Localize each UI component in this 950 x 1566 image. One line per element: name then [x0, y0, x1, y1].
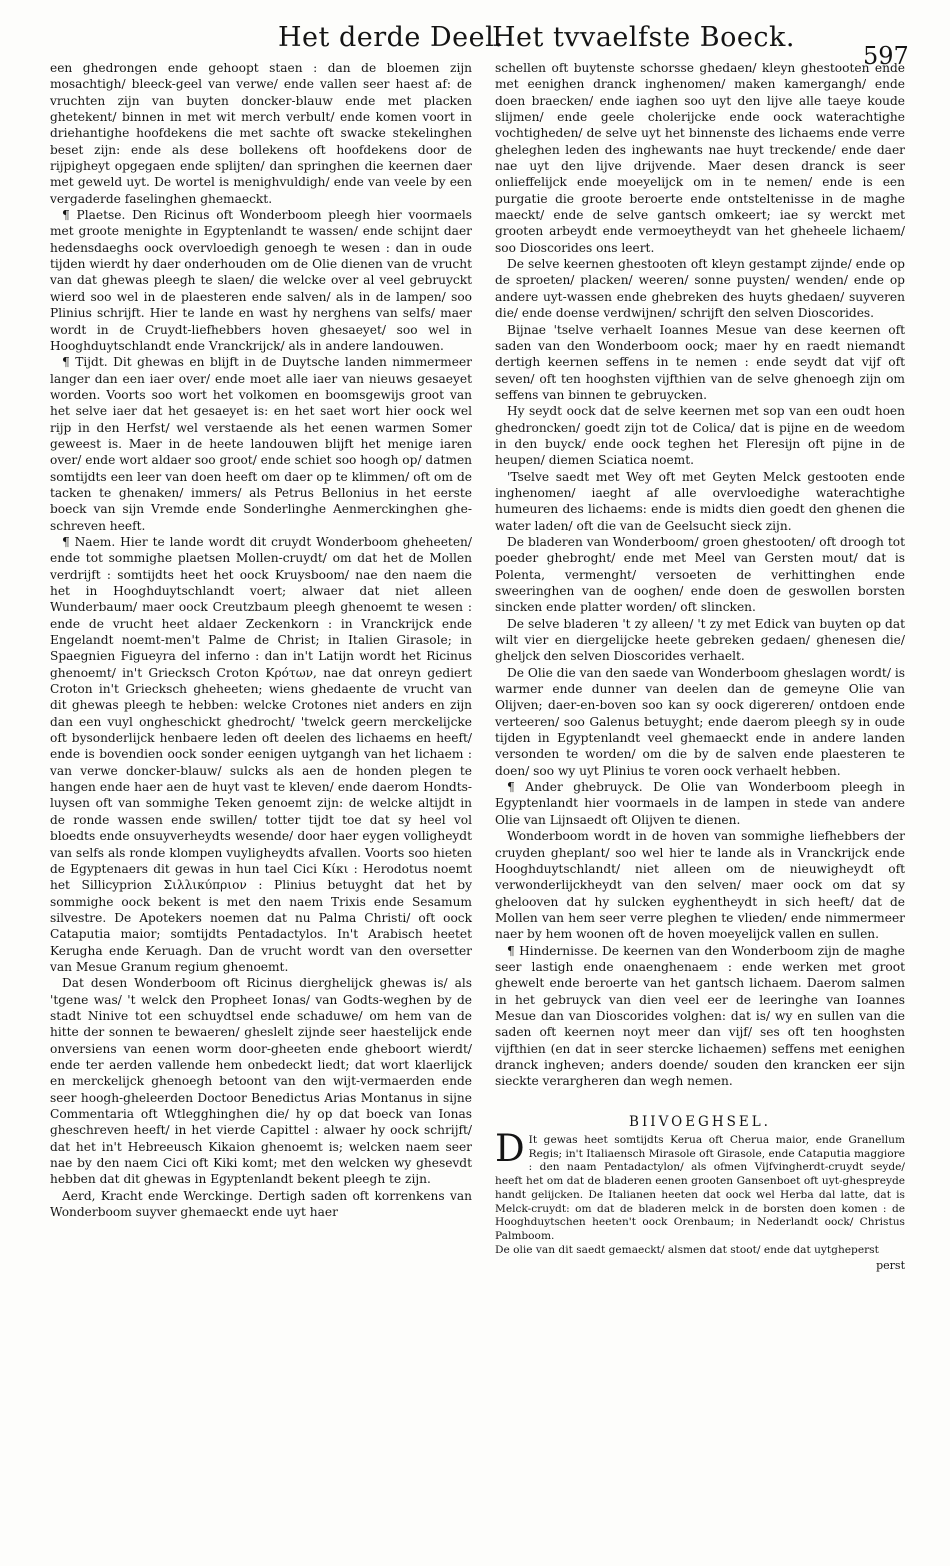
- paragraph-plaetse: ¶ Plaetse. Den Ricinus oft Wonderboom pleegh hier voormaels met groote menighte in Egyptenlandt te wassen/ ende schijnt daer hedensdaeghs oock overvloedigh genoegh te wesen : dan in oude tijden wierdt hy daer onderhouden om de Olie dienen van de vrucht van dat ghewas pleegh te slaen/ die welcke over al veel gebruyckt wierd soo wel in de plaesteren ende salven/ als in de lampen/ soo Plinius schrijft. Hier te lande en wast hy nerghens van selfs/ maer wordt in de Cruydt-liefhebbers hoven ghesaeyet/ soo wel in Hooghduytschlandt ende Vranckrijck/ als in andere landouwen.: [50, 208, 472, 353]
- part-title: Het derde Deel.: [278, 22, 504, 53]
- drop-cap: D: [495, 1127, 525, 1170]
- paragraph-hindernisse: ¶ Hindernisse. De keernen van den Wonderboom zijn de maghe seer lastigh ende onaenghenaem : ende werken met groot ghewelt ende beroerte van het gantsch lichaem. Daerom salmen in het gebruyck van dien veel eer de leeringhe van Ioannes Mesue dan van Dioscorides volghen: dat is/ wy en sullen van die saden oft keernen noyt meer dan vijf/ ses oft ten hooghsten vijfthien (en dat in seer stercke lichaemen) seffens met eenighen dranck ingheven; anders doende/ souden den krancken eer sijn sieckte verargheren dan wegh nemen.: [495, 943, 905, 1089]
- book-title: Het tvvaelfste Boeck.: [492, 22, 795, 53]
- paragraph-ander-ghebruyck: ¶ Ander ghebruyck. De Olie van Wonderboom pleegh in Egyptenlandt hier voormaels in de lampen in stede van andere Olie van Lijnsaedt oft Olijven te dienen.: [495, 780, 905, 827]
- paragraph: De selve keernen ghestooten oft kleyn gestampt zijnde/ ende op de sproeten/ placken/ weeren/ sonne puysten/ wenden/ ende op andere uyt-wassen ende ghebreken des huyts ghedaen/ suyveren die/ ende doense verdwijnen/ schrijft den selven Dioscorides.: [495, 257, 905, 321]
- addendum-last-line: De olie van dit saedt gemaeckt/ alsmen dat stoot/ ende dat uytgheperst: [495, 1243, 879, 1256]
- running-head: [0, 20, 950, 70]
- paragraph-tijdt: ¶ Tijdt. Dit ghewas en blijft in de Duytsche landen nimmermeer langer dan een iaer over/ ende moet alle iaer van nieuws gesaeyet worden. Voorts soo wort het volkomen en boomsgewijs groot van het selve iaer dat het gesaeyet is: en het saet wort hier oock wel rijp in den Herfst/ wel verstaende als het eenen warmen Somer geweest is. Maer in de heete landouwen blijft het menige iaren over/ ende wort aldaer soo groot/ ende schiet soo hoogh op/ datmen somtijdts een leer van doen heeft om daer op te klimmen/ oft om de tacken te ghenaken/ immers/ als Petrus Bellonius in het eerste boeck van sijn Vremde ende Sonderlinghe Aenmerckinghen gheschreven heeft.: [50, 355, 473, 533]
- paragraph: 'Tselve saedt met Wey oft met Geyten Melck gestooten ende inghenomen/ iaeght af alle overvloedighe waterachtighe humeuren des lichaems: ende is midts dien goedt den ghenen die water laden/ oft die van de Geelsucht sieck zijn.: [495, 469, 905, 533]
- paragraph: Dat desen Wonderboom oft Ricinus dierghelijck ghewas is/ als 'tgene was/ 't welck den Propheet Ionas/ van Godts-weghen by de stadt Ninive tot een schuydtsel ende schaduwe/ om hem van de hitte der sonnen te bewaeren/ gheslelt zijnde seer haestelijck ende onversiens van eenen worm door-gheeten ende gheboort wierdt/ ende ter aerden vallende hem onbedeckt liedt; dat wort klaerlijck en merckelijck ghenoegh betoont van den wijt-vermaerden ende seer hoogh-gheleerden Doctoor Benedictus Arias Montanus in sijne Commentaria oft Wtlegghinghen die/ hy op dat boeck van Ionas gheschreven heeft/ in het vierde Capittel : alwaer hy oock schrijft/ dat het in't Hebreeusch Kikaion ghenoemt is; welcken naem seer nae by den naem Cici oft Kiki komt; met den welcken wy ghesevdt hebben dat dit ghewas in Egyptenlandt bekent pleegh te zijn.: [50, 976, 472, 1187]
- addendum-text: It gewas heet somtijdts Kerua oft Cherua maior, ende Granellum Regis; in't Italiaensch Mirasole oft Girasole, ende Cataputia maggiore : den naam Pentadactylon/ als ofmen Vijfvingherdt-cruydt seyde/ heeft het om dat de bladeren eenen grooten Gansenboet oft uyt-ghespreyde handt gelijcken. De Italianen heeten dat oock wel Herba dal latte, dat is Melck-cruydt: om dat de bladeren melck in de borsten doen komen : de Hooghduytschen heeten't oock Orenbaum; in Nederlandt oock/ Christus Palmboom.: [495, 1134, 905, 1242]
- paragraph: De selve bladeren 't zy alleen/ 't zy met Edick van buyten op dat wilt vier en diergelijcke heete gebreken gedaen/ ghenesen die/ gheljck den selven Dioscorides verhaelt.: [495, 616, 905, 664]
- paragraph: Wonderboom wordt in de hoven van sommighe liefhebbers der cruyden gheplant/ soo wel hier te lande als in Vranckrijck ende Hooghduytschlandt/ niet alleen om de nieuwigheydt oft verwonderlijckheydt van den selven/ maer oock om dat sy ghelooven dat hy sulcken eyghentheydt in sich heeft/ dat de Mollen van hem seer verre pleghen te vlieden/ ende nimmermeer naer by hem woonen oft de hoven moeyelijck vallen en sullen.: [495, 829, 905, 942]
- paragraph-aerd: Aerd, Kracht ende Werckinge. Dertigh saden oft korrenkens van Wonderboom suyver ghemaeckt ende uyt haer: [50, 1188, 472, 1220]
- page-number: 597: [863, 42, 909, 70]
- paragraph: Hy seydt oock dat de selve keernen met sop van een oudt hoen ghedroncken/ goedt zijn tot de Colica/ dat is pijne en de weedom in den buyck/ ende oock teghen het Fleresijn oft pijne in de heupen/ diemen Sciatica noemt.: [495, 404, 905, 468]
- left-column: [50, 60, 472, 1220]
- addendum-heading: BIIVOEGHSEL.: [629, 1113, 771, 1130]
- paragraph: De bladeren van Wonderboom/ groen ghestooten/ oft droogh tot poeder ghebroght/ ende met Meel van Gersten mout/ dat is Polenta, vermenght/ versoeten de verhittinghen ende sweeringhen van de ooghen/ ende doen de geswollen borsten sincken ende platter worden/ oft slincken.: [495, 534, 905, 615]
- paragraph: Bijnae 'tselve verhaelt Ioannes Mesue van dese keernen oft saden van den Wonderboom oock; maer hy en raedt niemandt dertigh keernen seffens in te nemen : ende seydt dat vijf oft seven/ oft ten hooghsten vijfthien van de selve ghenoegh zijn om seffens van binnen te gebruycken.: [495, 322, 905, 402]
- catchword: perst: [876, 1259, 905, 1273]
- paragraph: De Olie die van den saede van Wonderboom gheslagen wordt/ is warmer ende dunner van deelen dan de gemeyne Olie van Olijven; daer-en-boven soo kan sy oock digereren/ ontdoen ende verteeren/ soo Galenus betuyght; ende daerom pleegh sy in oude tijden in Egyptenlandt veel ghemaeckt ende in andere landen versonden te worden/ om die by de salven ende plaesteren te doen/ soo wy uyt Plinius te voren oock verhaelt hebben.: [495, 665, 905, 778]
- paragraph-naem: ¶ Naem. Hier te lande wordt dit cruydt Wonderboom gheheeten/ ende tot sommighe plaetsen Mollen-cruydt/ om dat het de Mollen verdrijft : somtijdts heet het oock Kruysboom/ nae den naem die het in Hooghduytschlandt voert; alwaer dat niet alleen Wunderbaum/ maer oock Creutzbaum pleegh ghenoemt te wesen : ende de vrucht heet aldaer Zeckenkorn : in Vranckrijck ende Engelandt noemt-men't Palme de Christ; in Italien Girasole; in Spaegnien Figueyra del inferno : dan in't Latijn wordt het Ricinus ghenoemt/ in't Griecksch Croton Κρότων, nae dat onreyn gediert Croton in't Griecksch gheheeten; wiens ghedaente de vrucht van dit ghewas pleegh te hebben: welcke Crotones niet anders en zijn dan een vuyl ongheschickt ghedrocht/ 'twelck geern merckelijcke oft bysonderlijck henbaere leden oft deelen des lichaems en heeft/ ende is bovendien oock sonder eenigen uytgangh van het lichaem : van verwe doncker-blauw/ sulcks als aen de honden plegen te hangen ende haer aen de huyt vast te kleven/ ende daerom Hondts-luysen oft van sommighe Teken genoemt zijn: de welcke altijdt in de ronde wassen ende swillen/ totter tijdt toe dat sy heel vol bloedts ende onsuyverheydts wesende/ door haer eygen volligheydt van selfs als ronde klompen vuyligheydts afvallen. Voorts soo hieten de Egyptenaers dit gewas in hun tael Cici Κίκι : Herodotus noemt het Sillicyprion Σιλλικύπριον : Plinius betuyght dat het by sommighe oock bekent is met den naem Trixis ende Sesamum silvestre. De Apotekers noemen dat nu Palma Christi/ oft oock Cataputia maior; somtijdts Pentadactylos. In't Arabisch heetet Kerugha ende Keruagh. Dan de vrucht wordt van den oversetter van Mesue Granum regium ghenoemt.: [50, 534, 472, 974]
- paragraph: schellen oft buytenste schorsse ghedaen/ kleyn ghestooten ende met eenighen dranck inghenomen/ maken kamergangh/ ende doen braecken/ ende iaghen soo uyt den lijve alle taeye koude slijmen/ ende geele cholerijcke ende oock waterachtighe vochtigheden/ de selve uyt het binnenste des lichaems ende verre gheleghen leden des inghewants nae huyt treckende/ ende daer nae uyt den lijve drijvende. Maer desen dranck is seer onlieffelijck ende moeyelijck om in te nemen/ ende is een purgatie die groote beroerte ende ontsteltenisse in de maghe maeckt/ ende de selve gantsch omkeert; iae sy werckt met grooten arbeydt ende vermoeytheydt van het gheheele lichaem/ soo Dioscorides ons leert.: [495, 61, 905, 255]
- addendum-paragraph: [495, 1127, 905, 1244]
- paragraph: een ghedrongen ende gehoopt staen : dan de bloemen zijn mosachtigh/ bleeck-geel van verwe/ ende vallen seer haest af: de vruchten zijn van buyten doncker-blauw ende met placken ghetekent/ binnen in met wit merch verbult/ ende komen voort in driehantighe hoofdekens die met sachte oft swacke stekelinghen beset zijn: ende als dese bollekens oft hoofdekens door de rijpigheyt opgegaen ende splijten/ dan springhen die keernen daer met geweld uyt. De wortel is menighvuldigh/ ende van veele by een vergaderde faselinghen ghemaeckt.: [50, 61, 472, 206]
- right-column: [495, 60, 905, 1275]
